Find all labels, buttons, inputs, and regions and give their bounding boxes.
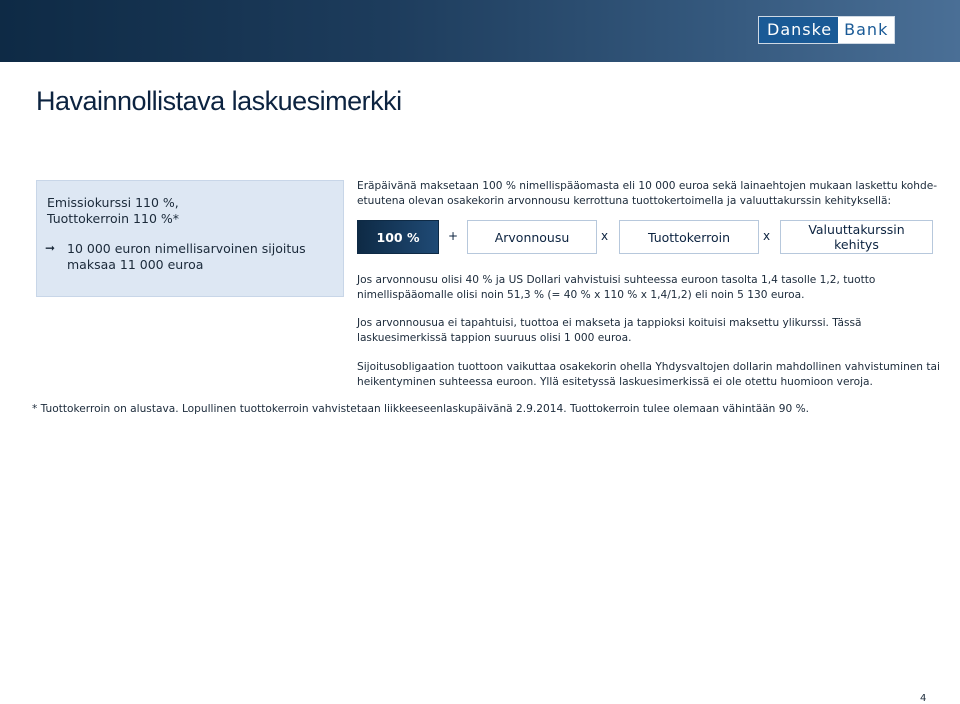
logo-text-danske: Danske bbox=[759, 17, 838, 43]
example-paragraph bbox=[357, 273, 875, 303]
currency-paragraph bbox=[357, 360, 940, 390]
formula-currency-label-2: kehitys bbox=[834, 237, 879, 252]
intro-paragraph bbox=[357, 179, 937, 209]
summary-issue-price: Emissiokurssi 110 %, bbox=[47, 195, 179, 210]
formula-times-2: x bbox=[763, 229, 771, 243]
summary-return-factor: Tuottokerroin 110 %* bbox=[47, 211, 180, 226]
footnote: * Tuottokerroin on alustava. Lopullinen tuottokerroin vahvistetaan liikkeeseenlaskupäivänä 2.9.2014. Tuottokerroin tulee olemaan vähintään 90 %. bbox=[32, 403, 810, 415]
formula-factor-label: Tuottokerroin bbox=[647, 229, 731, 245]
page-title: Havainnollistava laskuesimerkki bbox=[36, 86, 402, 116]
summary-cost: maksaa 11 000 euroa bbox=[67, 257, 204, 272]
example-line: Jos arvonnousu olisi 40 % ja US Dollari vahvistuisi suhteessa euroon tasolta 1,4 tasolle 1,2, tuotto bbox=[357, 274, 876, 286]
currency-line: Sijoitusobligaation tuottoon vaikuttaa osakekorin ohella Yhdysvaltojen dollarin mahdollinen vahvistuminen tai bbox=[357, 361, 940, 373]
danske-bank-logo bbox=[758, 16, 895, 44]
page-number: 4 bbox=[920, 693, 927, 704]
example-line: nimellispääomalle olisi noin 51,3 % (= 40 % x 110 % x 1,4/1,2) eli noin 5 130 euroa. bbox=[357, 289, 805, 301]
logo-text-bank: Bank bbox=[838, 17, 894, 43]
currency-line: heikentyminen suhteessa euroon. Yllä esitetyssä laskuesimerkissä ei ole otettu huomioon veroja. bbox=[357, 376, 873, 388]
formula-appreciation-label: Arvonnousu bbox=[494, 229, 570, 245]
formula-principal-label: 100 % bbox=[376, 229, 420, 245]
loss-line: Jos arvonnousua ei tapahtuisi, tuottoa ei makseta ja tappioksi koituisi maksettu ylikurssi. Tässä bbox=[357, 317, 862, 329]
formula-box-factor bbox=[619, 220, 759, 254]
return-formula bbox=[357, 220, 933, 256]
formula-box-appreciation bbox=[467, 220, 597, 254]
arrow-right-icon: ➞ bbox=[45, 241, 56, 255]
top-banner bbox=[0, 0, 960, 62]
formula-box-currency bbox=[780, 220, 933, 254]
intro-line: etuutena olevan osakekorin arvonnousu kerrottuna tuottokertoimella ja valuuttakurssin kehityksellä: bbox=[357, 195, 892, 207]
formula-plus: + bbox=[448, 229, 459, 243]
loss-line: laskuesimerkissä tappion suuruus olisi 1 000 euroa. bbox=[357, 332, 632, 344]
formula-times-1: x bbox=[601, 229, 609, 243]
summary-investment: 10 000 euron nimellisarvoinen sijoitus bbox=[67, 241, 306, 256]
formula-box-principal bbox=[357, 220, 439, 254]
formula-currency-label-1: Valuuttakurssin bbox=[808, 222, 905, 237]
intro-line: Eräpäivänä maksetaan 100 % nimellispääomasta eli 10 000 euroa sekä lainaehtojen mukaan laskettu kohde- bbox=[357, 180, 938, 192]
loss-paragraph bbox=[357, 316, 862, 346]
summary-box bbox=[36, 180, 344, 297]
